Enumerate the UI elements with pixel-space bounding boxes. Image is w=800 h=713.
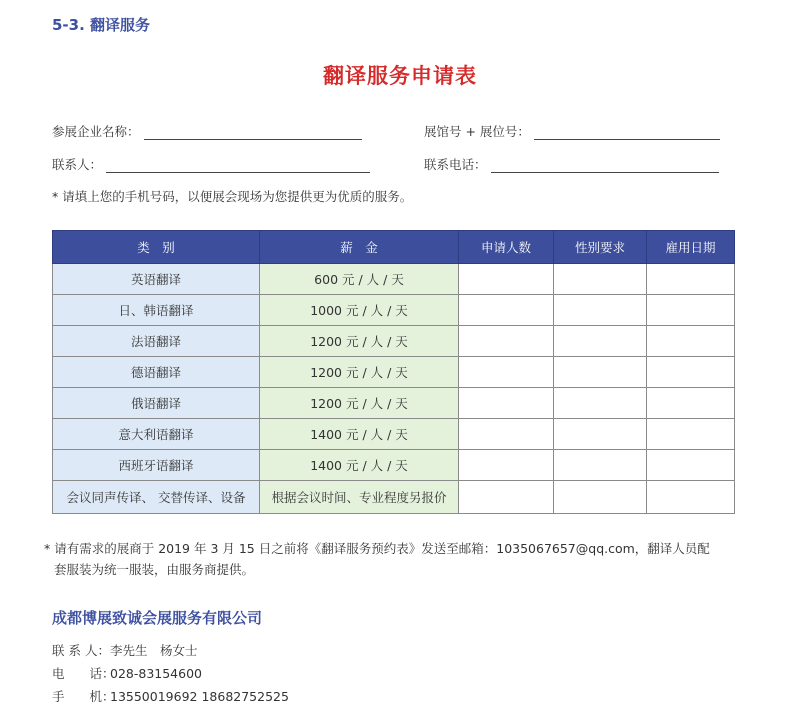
company-name: 成都博展致诚会展服务有限公司: [52, 609, 263, 627]
applicants-cell[interactable]: [459, 264, 554, 295]
table-row: [53, 450, 735, 481]
contact-phone-line[interactable]: [491, 158, 719, 173]
category-cell: 法语翻译: [53, 326, 260, 357]
gender-cell[interactable]: [554, 419, 647, 450]
table-row: [53, 481, 735, 514]
table-header-row: [53, 231, 735, 264]
contact-value: 李先生 杨女士: [110, 643, 198, 658]
submission-note-line1: * 请有需求的展商于 2019 年 3 月 15 日之前将《翻译服务预约表》发送至邮箱：1035067657@qq.com，翻译人员配: [44, 541, 710, 556]
date-cell[interactable]: [647, 326, 735, 357]
table-row: [53, 264, 735, 295]
header-salary: 薪 金: [260, 231, 459, 264]
salary-cell: 1000 元 / 人 / 天: [260, 295, 459, 326]
date-cell[interactable]: [647, 357, 735, 388]
date-cell[interactable]: [647, 481, 735, 514]
salary-cell: 1400 元 / 人 / 天: [260, 450, 459, 481]
gender-cell[interactable]: [554, 295, 647, 326]
category-cell: 西班牙语翻译: [53, 450, 260, 481]
date-cell[interactable]: [647, 388, 735, 419]
gender-cell[interactable]: [554, 326, 647, 357]
contact-phone-field[interactable]: [424, 155, 719, 173]
salary-cell: 1400 元 / 人 / 天: [260, 419, 459, 450]
applicants-cell[interactable]: [459, 481, 554, 514]
submission-note-line2: 套服装为统一服装，由服务商提供。: [54, 562, 255, 577]
booth-no-label: 展馆号 + 展位号：: [424, 124, 530, 139]
company-name-line[interactable]: [144, 125, 362, 140]
gender-cell[interactable]: [554, 450, 647, 481]
phone-note: * 请填上您的手机号码，以便展会现场为您提供更为优质的服务。: [52, 189, 413, 204]
date-cell[interactable]: [647, 264, 735, 295]
booth-no-field[interactable]: [424, 122, 720, 140]
applicants-cell[interactable]: [459, 357, 554, 388]
date-cell[interactable]: [647, 450, 735, 481]
contact-label: 联 系 人：: [52, 643, 110, 658]
salary-cell: 600 元 / 人 / 天: [260, 264, 459, 295]
mobile-label: 手 机：: [52, 689, 115, 704]
contact-person-field[interactable]: [52, 155, 370, 173]
gender-cell[interactable]: [554, 388, 647, 419]
salary-cell: 1200 元 / 人 / 天: [260, 388, 459, 419]
date-cell[interactable]: [647, 295, 735, 326]
contact-person-label: 联系人：: [52, 157, 103, 172]
category-cell: 会议同声传译、 交替传译、设备: [53, 481, 260, 514]
applicants-cell[interactable]: [459, 326, 554, 357]
applicants-cell[interactable]: [459, 388, 554, 419]
section-heading: 5-3. 翻译服务: [52, 16, 151, 34]
category-cell: 日、韩语翻译: [53, 295, 260, 326]
form-title: 翻译服务申请表: [323, 64, 477, 88]
booth-no-line[interactable]: [534, 125, 720, 140]
applicants-cell[interactable]: [459, 450, 554, 481]
phone-value: 028-83154600: [110, 666, 202, 681]
mobile-value: 13550019692 18682752525: [110, 689, 289, 704]
salary-cell: 1200 元 / 人 / 天: [260, 357, 459, 388]
company-name-field[interactable]: [52, 122, 362, 140]
contact-row: [52, 641, 198, 659]
submission-note: [44, 538, 744, 580]
header-category: 类 别: [53, 231, 260, 264]
company-name-label: 参展企业名称：: [52, 124, 140, 139]
table-row: [53, 388, 735, 419]
phone-row: [52, 664, 202, 682]
contact-phone-label: 联系电话：: [424, 157, 487, 172]
applicants-cell[interactable]: [459, 295, 554, 326]
header-applicants: 申请人数: [459, 231, 554, 264]
header-date: 雇用日期: [647, 231, 735, 264]
gender-cell[interactable]: [554, 357, 647, 388]
applicants-cell[interactable]: [459, 419, 554, 450]
category-cell: 德语翻译: [53, 357, 260, 388]
mobile-row: [52, 687, 289, 705]
service-table: [52, 230, 735, 514]
salary-cell: 根据会议时间、专业程度另报价: [260, 481, 459, 514]
gender-cell[interactable]: [554, 264, 647, 295]
category-cell: 意大利语翻译: [53, 419, 260, 450]
gender-cell[interactable]: [554, 481, 647, 514]
header-gender: 性别要求: [554, 231, 647, 264]
date-cell[interactable]: [647, 419, 735, 450]
salary-cell: 1200 元 / 人 / 天: [260, 326, 459, 357]
table-row: [53, 295, 735, 326]
category-cell: 英语翻译: [53, 264, 260, 295]
category-cell: 俄语翻译: [53, 388, 260, 419]
table-row: [53, 357, 735, 388]
table-row: [53, 419, 735, 450]
table-row: [53, 326, 735, 357]
phone-label: 电 话：: [52, 666, 115, 681]
contact-person-line[interactable]: [106, 158, 370, 173]
